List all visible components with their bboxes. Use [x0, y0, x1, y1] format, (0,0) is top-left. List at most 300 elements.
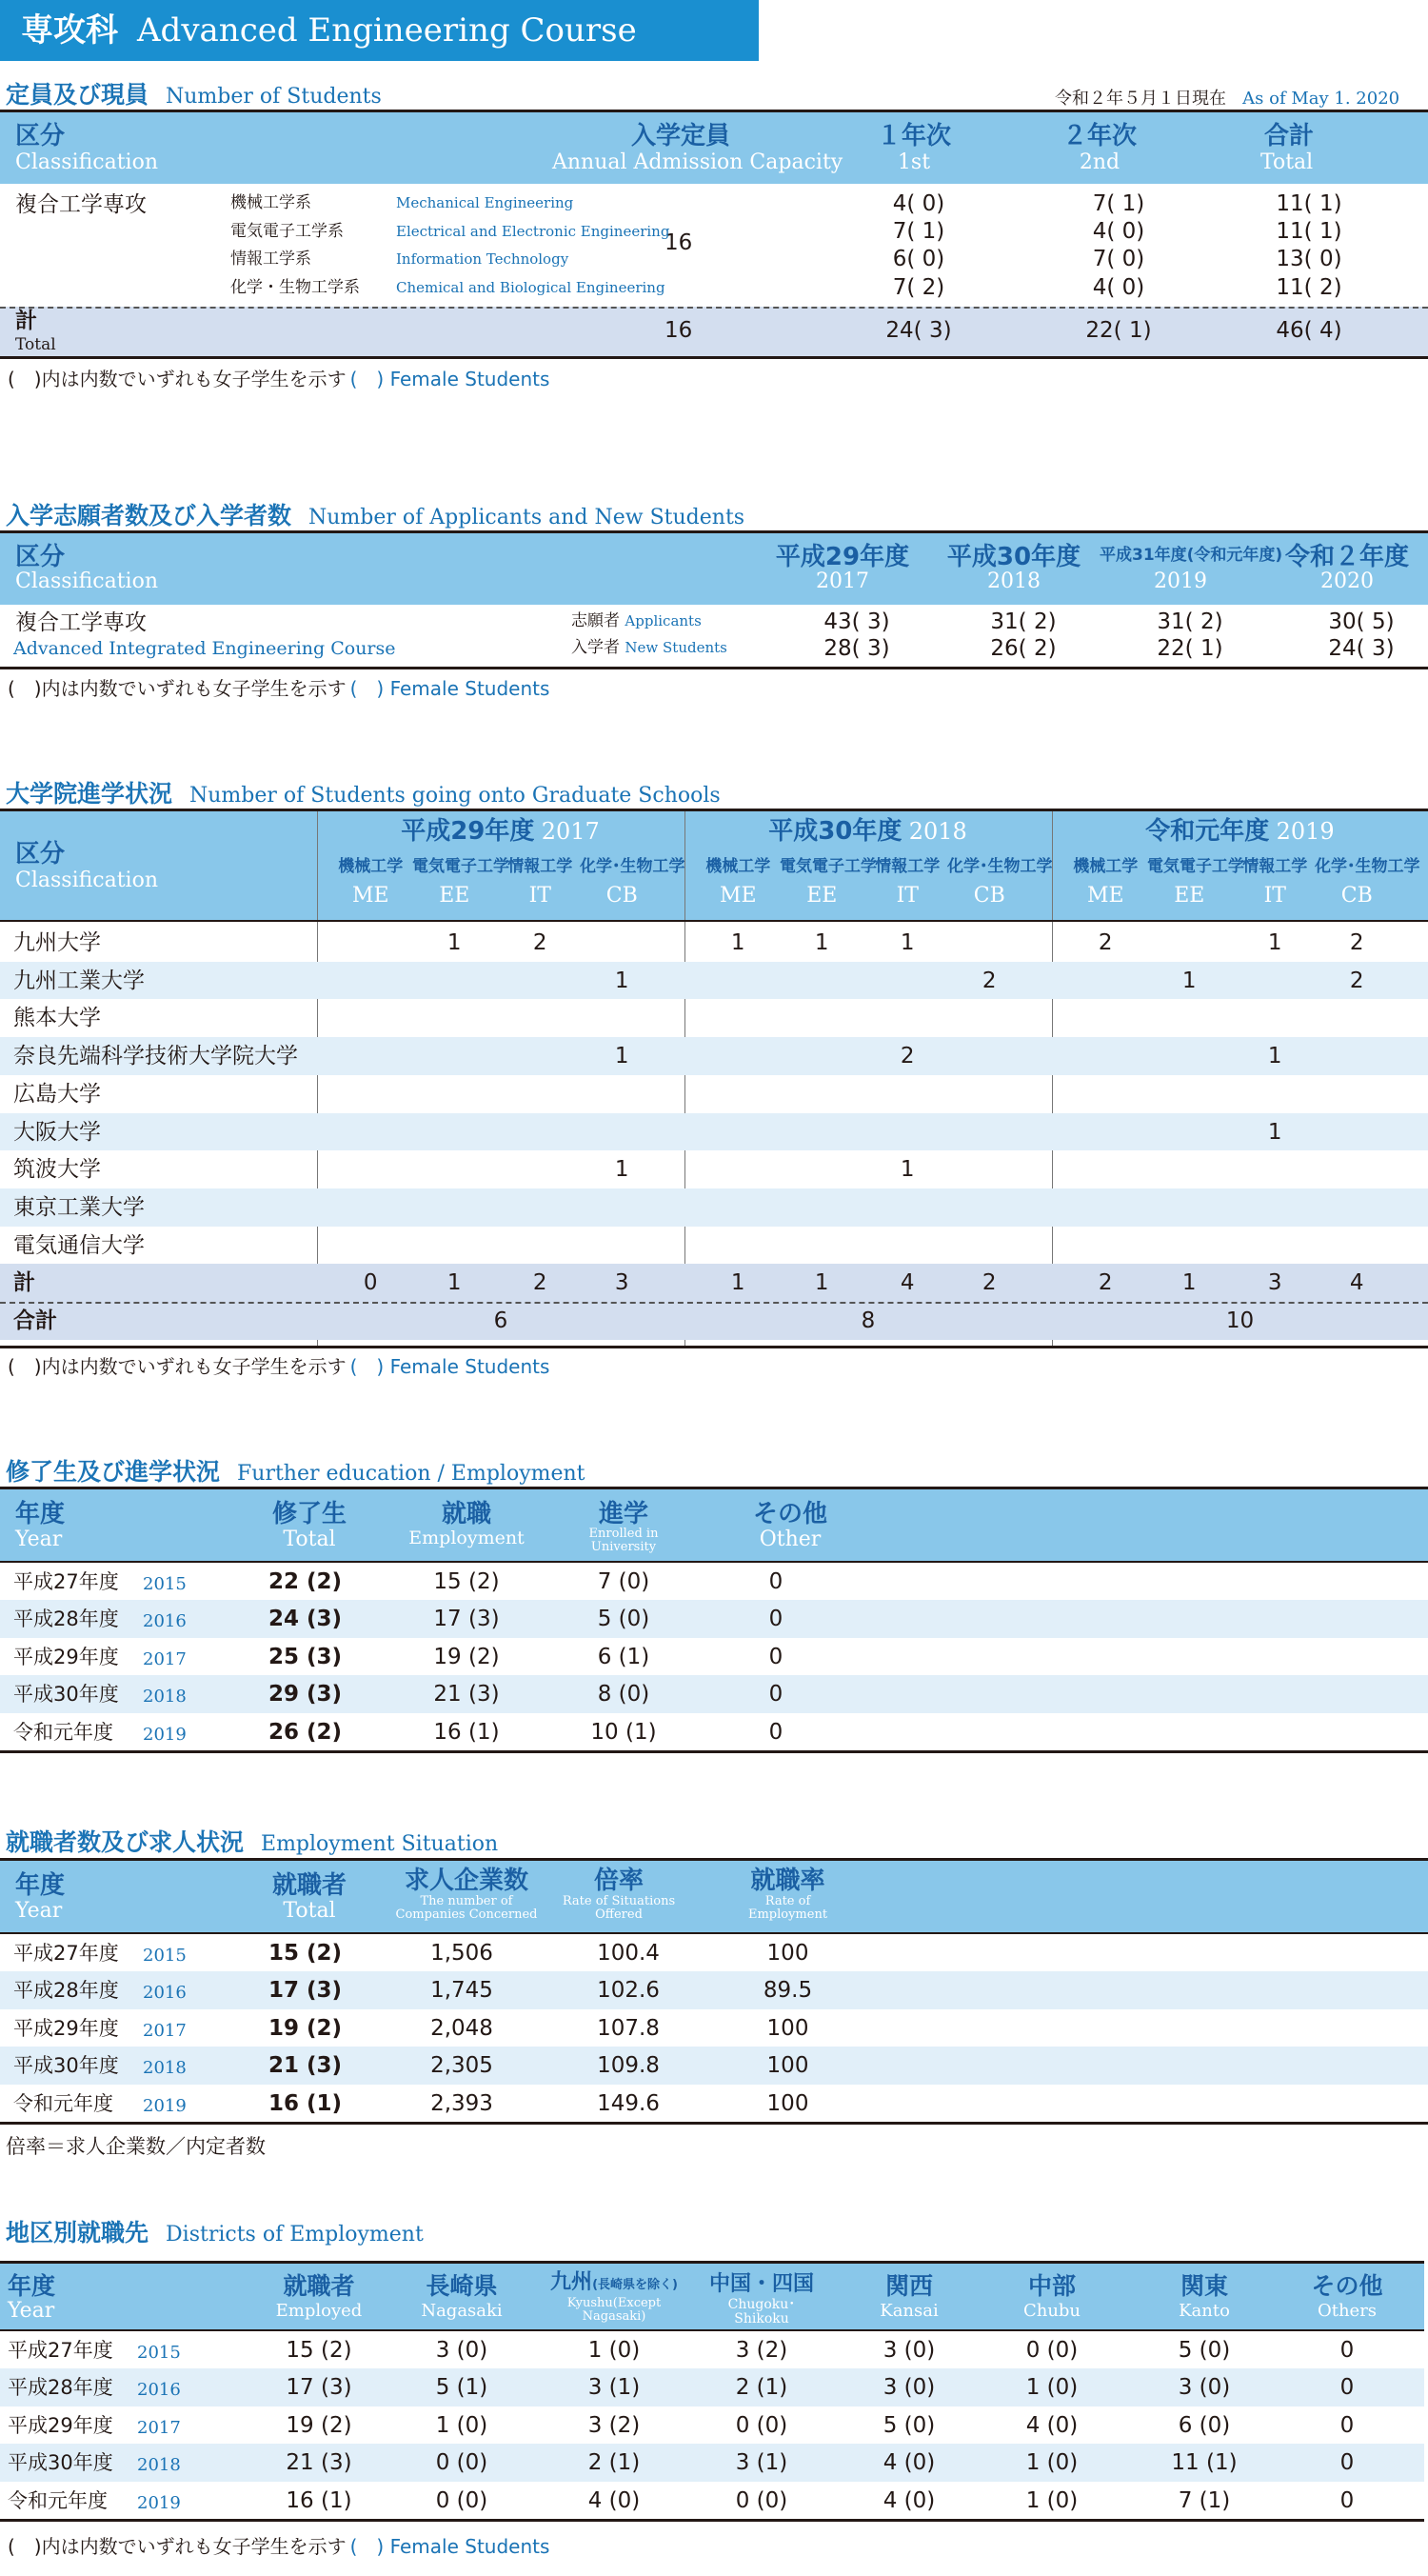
further-emp: 17 (3): [433, 1607, 500, 1632]
district-cell: 3 (0): [883, 2338, 936, 2363]
applicants-h-year-en: 2020: [1320, 569, 1374, 593]
dept-en: Mechanical Engineering: [396, 194, 574, 211]
students-bottom-rule: [0, 356, 1428, 359]
further-total: 24 (3): [268, 1607, 343, 1632]
employment-bottom-rule: [0, 2122, 1428, 2125]
further-section-title: [6, 1453, 585, 1488]
employment-h-rate-jp: 倍率: [593, 1867, 644, 1895]
students-h-class-jp: 区分: [15, 122, 66, 150]
applicants-cell: 30( 5): [1328, 609, 1395, 634]
graduate-title-jp: 大学院進学状況: [6, 780, 173, 808]
graduate-cell: 1: [900, 1157, 915, 1183]
graduate-subtotal-label: 計: [13, 1270, 35, 1296]
further-emp: 16 (1): [433, 1719, 500, 1745]
employment-h-comp-en: The number of Companies Concerned: [395, 1894, 538, 1922]
students-total-total: 46( 4): [1276, 318, 1342, 343]
employment-row-bg: [0, 1971, 1428, 2008]
students-date: [1055, 90, 1399, 108]
graduate-grand-cell: 6: [493, 1308, 508, 1334]
dept-jp: 電気電子工学系: [230, 222, 344, 241]
graduate-subtotal-cell: 1: [1181, 1270, 1197, 1296]
employment-year-jp: 令和元年度: [13, 2091, 113, 2115]
district-header-sub: (長崎県を除く): [592, 2278, 678, 2292]
applicants-note: [8, 679, 549, 698]
graduate-section-title: [6, 775, 721, 809]
applicants-cell: 31( 2): [1157, 609, 1223, 634]
district-header-en: Nagasaki: [421, 2301, 503, 2321]
year-en: 2019: [1276, 818, 1335, 845]
graduate-cell: 1: [614, 1044, 629, 1069]
applicants-h-year-jp: 令和２年度: [1284, 543, 1409, 571]
district-header-en: Kyushu(Except Nagasaki): [566, 2296, 662, 2324]
further-emp: 19 (2): [433, 1644, 500, 1669]
applicants-section-title: [6, 497, 744, 531]
students-course: 複合工学専攻: [15, 192, 147, 217]
year-en: 2017: [541, 818, 600, 845]
further-title-jp: 修了生及び進学状況: [6, 1458, 221, 1486]
districts-title-jp: 地区別就職先: [6, 2219, 149, 2247]
graduate-school-name: 熊本大学: [13, 1006, 101, 1031]
district-year-jp: 平成28年度: [8, 2376, 113, 2400]
district-header-jp: その他: [1311, 2272, 1383, 2300]
district-cell: 0 (0): [1025, 2338, 1079, 2363]
students-h-y1-en: 1st: [897, 150, 931, 174]
students-total-dash: [0, 307, 1428, 309]
applicants-h-class-jp: 区分: [15, 543, 66, 571]
district-cell: 5 (0): [883, 2412, 936, 2438]
employment-note: 倍率＝求人企業数／内定者数: [6, 2135, 266, 2158]
further-total: 29 (3): [268, 1682, 343, 1707]
employment-header-band: [0, 1861, 1428, 1932]
dept-en: Electrical and Electronic Engineering: [396, 223, 670, 240]
district-cell: 15 (2): [286, 2338, 352, 2363]
further-h-total-jp: 修了生: [271, 1500, 347, 1528]
district-year-en: 2017: [137, 2417, 181, 2438]
further-h-year-en: Year: [15, 1528, 63, 1551]
districts-bottom-rule: [0, 2519, 1424, 2522]
dept-header-jp: 機械工学: [1073, 857, 1139, 876]
district-cell: 19 (2): [286, 2412, 352, 2438]
district-year-jp: 平成29年度: [8, 2413, 113, 2437]
further-year-jp: 平成27年度: [13, 1570, 119, 1593]
dept-header-jp: 化学･生物工学: [580, 857, 685, 876]
district-cell: 0: [1339, 2375, 1355, 2401]
district-cell: 4 (0): [587, 2487, 641, 2513]
graduate-year-2: [1052, 819, 1428, 844]
graduate-note: [8, 1357, 549, 1376]
dept-total: 13( 0): [1276, 247, 1342, 271]
note-jp: ( )内は内数でいずれも女子学生を示す: [8, 677, 347, 700]
year-jp: 令和元年度: [1145, 817, 1270, 846]
dept-total: 11( 1): [1276, 191, 1342, 216]
further-uni: 5 (0): [597, 1607, 650, 1632]
employment-emp-rate: 100: [766, 1941, 809, 1966]
further-h-emp-jp: 就職: [441, 1500, 491, 1528]
district-cell: 1 (0): [1025, 2375, 1079, 2401]
dept-header-en: IT: [528, 884, 551, 908]
applicants-cell: 28( 3): [823, 636, 890, 661]
graduate-subtotal-cell: 0: [363, 1270, 378, 1296]
district-cell: 1 (0): [1025, 2487, 1079, 2513]
employment-total: 17 (3): [268, 1978, 343, 2004]
district-header-jp: 関東: [1180, 2272, 1228, 2300]
employment-title-jp: 就職者数及び求人状況: [6, 1828, 245, 1856]
further-other: 0: [768, 1644, 783, 1669]
students-h-y2-en: 2nd: [1079, 150, 1121, 174]
dept-header-en: CB: [973, 884, 1005, 908]
district-cell: 0 (0): [435, 2487, 488, 2513]
employment-h-rate-en: Rate of Situations Offered: [562, 1894, 676, 1922]
applicants-title-jp: 入学志願者数及び入学者数: [6, 502, 292, 529]
graduate-h-class-en: Classification: [15, 869, 159, 892]
employment-companies: 2,305: [430, 2053, 493, 2079]
dept-header-jp: 情報工学: [1242, 857, 1308, 876]
district-cell: 3 (1): [587, 2375, 641, 2401]
employment-total: 21 (3): [268, 2053, 343, 2079]
dept-jp: 情報工学系: [230, 250, 311, 269]
dept-total: 11( 1): [1276, 219, 1342, 244]
further-other: 0: [768, 1682, 783, 1707]
employment-h-comp-jp: 求人企業数: [404, 1867, 528, 1895]
applicants-title-en: Number of Applicants and New Students: [308, 506, 745, 529]
dept-header-jp: 電気電子工学: [780, 857, 877, 876]
graduate-cell: 1: [1267, 1119, 1282, 1145]
note-en: ( ) Female Students: [349, 1355, 550, 1378]
district-header-en: Year: [8, 2299, 55, 2323]
districts-header-rule: [0, 2329, 1424, 2331]
note-en: ( ) Female Students: [349, 677, 550, 700]
district-cell: 0: [1339, 2450, 1355, 2476]
dept-y1: 7( 2): [892, 275, 945, 300]
year-en: 2018: [908, 818, 967, 845]
graduate-subtotal-cell: 1: [814, 1270, 829, 1296]
graduate-school-name: 奈良先端科学技術大学院大学: [13, 1044, 298, 1069]
graduate-total-dash: [0, 1302, 1428, 1304]
applicants-header-band: [0, 533, 1428, 605]
students-total-row: [0, 307, 1428, 356]
district-header-jp: 年度: [8, 2272, 56, 2300]
dept-header-en: EE: [439, 884, 470, 908]
employment-rate: 149.6: [597, 2090, 660, 2116]
employment-year-en: 2016: [143, 1983, 187, 2004]
districts-section-title: [6, 2214, 424, 2248]
graduate-subtotal-cell: 2: [532, 1270, 547, 1296]
employment-h-total-en: Total: [283, 1899, 336, 1923]
graduate-school-name: 電気通信大学: [13, 1232, 145, 1258]
further-h-year-jp: 年度: [15, 1500, 66, 1528]
graduate-title-en: Number of Students going onto Graduate Schools: [189, 784, 721, 808]
district-year-en: 2019: [137, 2492, 181, 2513]
district-cell: 5 (1): [435, 2375, 488, 2401]
employment-year-en: 2017: [143, 2020, 187, 2041]
employment-rate: 107.8: [597, 2015, 660, 2041]
graduate-cell: 2: [1098, 930, 1113, 955]
further-emp: 21 (3): [433, 1682, 500, 1707]
further-h-uni-jp: 進学: [598, 1500, 648, 1528]
row-label-jp: 入学者: [571, 638, 620, 657]
districts-note: [8, 2537, 549, 2556]
dept-header-en: ME: [719, 884, 757, 908]
applicants-cell: 31( 2): [990, 609, 1057, 634]
students-total-y1: 24( 3): [885, 318, 952, 343]
dept-header-jp: 電気電子工学: [412, 857, 509, 876]
district-cell: 1 (0): [587, 2338, 641, 2363]
district-cell: 0 (0): [735, 2412, 788, 2438]
further-h-other-jp: その他: [752, 1500, 827, 1528]
employment-companies: 2,048: [430, 2015, 493, 2041]
dept-header-en: CB: [605, 884, 638, 908]
employment-year-en: 2019: [143, 2095, 187, 2116]
dept-header-jp: 化学･生物工学: [947, 857, 1053, 876]
applicants-cell: 22( 1): [1157, 636, 1223, 661]
district-cell: 11 (1): [1171, 2450, 1238, 2476]
students-h-cap-jp: 入学定員: [630, 122, 730, 150]
district-header-en: Kansai: [880, 2301, 939, 2321]
further-header-band: [0, 1489, 1428, 1561]
district-year-jp: 令和元年度: [8, 2488, 108, 2512]
further-year-en: 2016: [143, 1611, 187, 1632]
dept-y1: 6( 0): [892, 247, 945, 271]
dept-header-en: CB: [1340, 884, 1373, 908]
district-cell: 0: [1339, 2487, 1355, 2513]
graduate-row-bg: [0, 1113, 1428, 1151]
students-h-cap-en: Annual Admission Capacity: [552, 150, 843, 174]
employment-h-emp-jp: 就職率: [750, 1867, 825, 1895]
district-cell: 0: [1339, 2412, 1355, 2438]
graduate-cell: 1: [900, 930, 915, 955]
dept-header-en: EE: [1174, 884, 1205, 908]
employment-header-rule: [0, 1932, 1428, 1934]
district-header-main: 九州: [550, 2270, 593, 2294]
applicants-cell: 43( 3): [823, 609, 890, 634]
graduate-subtotal-cell: 2: [1098, 1270, 1113, 1296]
students-total-y2: 22( 1): [1085, 318, 1152, 343]
further-h-uni-en: Enrolled in University: [588, 1527, 659, 1554]
applicants-row-label: [571, 613, 702, 629]
employment-emp-rate: 100: [766, 2015, 809, 2041]
graduate-year-1: [684, 819, 1051, 844]
dept-header-en: IT: [896, 884, 919, 908]
district-cell: 3 (2): [587, 2412, 641, 2438]
further-bottom-rule: [0, 1750, 1428, 1753]
dept-header-jp: 情報工学: [507, 857, 573, 876]
dept-header-jp: 電気電子工学: [1147, 857, 1244, 876]
dept-total: 11( 2): [1276, 275, 1342, 300]
district-cell: 0 (0): [435, 2450, 488, 2476]
district-cell: 2 (1): [735, 2375, 788, 2401]
graduate-school-name: 東京工業大学: [13, 1194, 145, 1220]
graduate-subtotal-cell: 3: [614, 1270, 629, 1296]
graduate-grand-cell: 10: [1225, 1308, 1255, 1334]
applicants-bottom-rule: [0, 667, 1428, 669]
further-year-jp: 平成29年度: [13, 1645, 119, 1668]
district-header-en: Others: [1317, 2301, 1378, 2321]
district-cell: 3 (0): [883, 2375, 936, 2401]
district-cell: 4 (0): [883, 2450, 936, 2476]
district-cell: 7 (1): [1178, 2487, 1231, 2513]
employment-total: 16 (1): [268, 2090, 343, 2116]
graduate-school-name: 九州大学: [13, 930, 101, 955]
graduate-subtotal-cell: 3: [1267, 1270, 1282, 1296]
further-other: 0: [768, 1607, 783, 1632]
further-uni: 8 (0): [597, 1682, 650, 1707]
district-cell: 5 (0): [1178, 2338, 1231, 2363]
further-year-en: 2015: [143, 1574, 187, 1594]
applicants-h-year-jp: 平成30年度: [946, 543, 1081, 571]
district-header-en: Kanto: [1179, 2301, 1230, 2321]
district-cell: 2 (1): [587, 2450, 641, 2476]
dept-header-jp: 機械工学: [705, 857, 771, 876]
district-header-en: Chubu: [1022, 2301, 1081, 2321]
students-total-jp: 計: [15, 309, 37, 333]
students-section-title: [6, 76, 382, 110]
note-jp: ( )内は内数でいずれも女子学生を示す: [8, 2535, 347, 2558]
dept-y2: 4( 0): [1092, 275, 1145, 300]
employment-title-en: Employment Situation: [261, 1832, 499, 1856]
district-cell: 6 (0): [1178, 2412, 1231, 2438]
employment-year-en: 2018: [143, 2058, 187, 2079]
page-title: [0, 0, 759, 61]
employment-h-year-jp: 年度: [15, 1871, 66, 1900]
district-header-jp: 中国・四国: [708, 2272, 814, 2296]
graduate-cell: 1: [446, 930, 462, 955]
dept-header-en: IT: [1263, 884, 1286, 908]
employment-section-title: [6, 1824, 498, 1858]
applicants-cell: 24( 3): [1328, 636, 1395, 661]
applicants-course-jp: 複合工学専攻: [15, 610, 147, 635]
page-title-jp: 専攻科: [21, 11, 118, 50]
dept-jp: 化学・生物工学系: [230, 278, 360, 297]
students-title-en: Number of Students: [166, 85, 382, 109]
district-cell: 3 (2): [735, 2338, 788, 2363]
graduate-subtotal-cell: 1: [730, 1270, 745, 1296]
graduate-subtotal-cell: 4: [1349, 1270, 1364, 1296]
graduate-cell: 2: [982, 968, 997, 993]
employment-rate: 100.4: [597, 1941, 660, 1966]
students-total-capacity: 16: [664, 318, 693, 343]
further-total: 25 (3): [268, 1644, 343, 1669]
applicants-h-year-en: 2018: [987, 569, 1041, 593]
dept-y2: 7( 0): [1092, 247, 1145, 271]
graduate-cell: 1: [614, 1157, 629, 1183]
year-jp: 平成30年度: [768, 817, 902, 846]
employment-total: 19 (2): [268, 2015, 343, 2041]
graduate-grand-cell: 8: [861, 1308, 876, 1334]
students-date-jp: 令和２年５月１日現在: [1055, 89, 1226, 109]
employment-year-jp: 平成29年度: [13, 2016, 119, 2040]
graduate-cell: 1: [1267, 930, 1282, 955]
row-label-jp: 志願者: [571, 611, 620, 630]
district-cell: 0 (0): [735, 2487, 788, 2513]
further-title-en: Further education / Employment: [237, 1462, 585, 1486]
dept-y2: 7( 1): [1092, 191, 1145, 216]
students-h-tot-jp: 合計: [1264, 122, 1315, 150]
graduate-cell: 2: [1349, 968, 1364, 993]
district-cell: 3 (0): [435, 2338, 488, 2363]
district-header-en: Employed: [275, 2301, 363, 2321]
district-cell: 1 (0): [1025, 2450, 1079, 2476]
employment-h-emp-en: Rate of Employment: [747, 1894, 828, 1922]
employment-emp-rate: 100: [766, 2053, 809, 2079]
graduate-cell: 1: [814, 930, 829, 955]
graduate-h-class-jp: 区分: [15, 840, 66, 869]
note-en: ( ) Female Students: [349, 2535, 550, 2558]
district-cell: 21 (3): [286, 2450, 352, 2476]
employment-year-jp: 平成30年度: [13, 2054, 119, 2078]
employment-rate: 102.6: [597, 1978, 660, 2004]
applicants-h-year-en: 2019: [1154, 569, 1207, 593]
applicants-h-year-en: 2017: [816, 569, 869, 593]
students-capacity: 16: [664, 230, 693, 255]
dept-jp: 機械工学系: [230, 193, 311, 212]
further-total: 22 (2): [268, 1569, 343, 1594]
students-title-jp: 定員及び現員: [6, 81, 149, 109]
further-h-emp-en: Employment: [408, 1528, 525, 1548]
applicants-row-label: [571, 640, 727, 656]
students-h-class-en: Classification: [15, 150, 159, 174]
graduate-subtotal-cell: 1: [446, 1270, 462, 1296]
further-year-jp: 令和元年度: [13, 1720, 113, 1744]
further-year-jp: 平成30年度: [13, 1683, 119, 1707]
district-header-jp: [543, 2271, 685, 2293]
students-h-tot-en: Total: [1260, 150, 1314, 174]
graduate-cell: 1: [1267, 1044, 1282, 1069]
dept-y1: 7( 1): [892, 219, 945, 244]
further-year-jp: 平成28年度: [13, 1608, 119, 1631]
applicants-cell: 26( 2): [990, 636, 1057, 661]
employment-emp-rate: 89.5: [763, 1978, 813, 2004]
district-year-en: 2015: [137, 2343, 181, 2363]
students-h-y1-jp: １年次: [876, 122, 951, 150]
applicants-h-class-en: Classification: [15, 569, 159, 593]
employment-year-jp: 平成27年度: [13, 1942, 119, 1965]
district-header-jp: 就職者: [283, 2272, 355, 2300]
further-h-other-en: Other: [759, 1528, 822, 1551]
graduate-school-name: 大阪大学: [13, 1119, 101, 1145]
district-cell: 17 (3): [286, 2375, 352, 2401]
graduate-cell: 2: [1349, 930, 1364, 955]
district-header-jp: 関西: [884, 2272, 933, 2300]
graduate-row-bg: [0, 1188, 1428, 1227]
employment-h-total-jp: 就職者: [271, 1871, 347, 1900]
dept-header-en: ME: [1086, 884, 1124, 908]
applicants-h-year-jp: 平成29年度: [775, 543, 910, 571]
districts-title-en: Districts of Employment: [166, 2223, 424, 2247]
note-en: ( ) Female Students: [349, 368, 550, 390]
graduate-subtotal-cell: 4: [900, 1270, 915, 1296]
graduate-subtotal-cell: 2: [982, 1270, 997, 1296]
dept-y2: 4( 0): [1092, 219, 1145, 244]
dept-header-en: EE: [806, 884, 838, 908]
graduate-cell: 2: [900, 1044, 915, 1069]
district-year-en: 2018: [137, 2455, 181, 2476]
further-h-total-en: Total: [283, 1528, 336, 1551]
further-uni: 6 (1): [597, 1644, 650, 1669]
students-total-en: Total: [15, 335, 56, 354]
page-title-en: Advanced Engineering Course: [137, 11, 637, 50]
graduate-header-rule: [0, 920, 1428, 922]
further-year-en: 2017: [143, 1648, 187, 1669]
district-year-jp: 平成27年度: [8, 2339, 113, 2362]
applicants-course-en: Advanced Integrated Engineering Course: [13, 638, 396, 659]
further-emp: 15 (2): [433, 1569, 500, 1594]
graduate-cell: 1: [730, 930, 745, 955]
dept-en: Information Technology: [396, 250, 569, 268]
dept-en: Chemical and Biological Engineering: [396, 279, 665, 296]
graduate-grand-label: 合計: [13, 1308, 57, 1334]
further-other: 0: [768, 1719, 783, 1745]
further-uni: 10 (1): [590, 1719, 657, 1745]
